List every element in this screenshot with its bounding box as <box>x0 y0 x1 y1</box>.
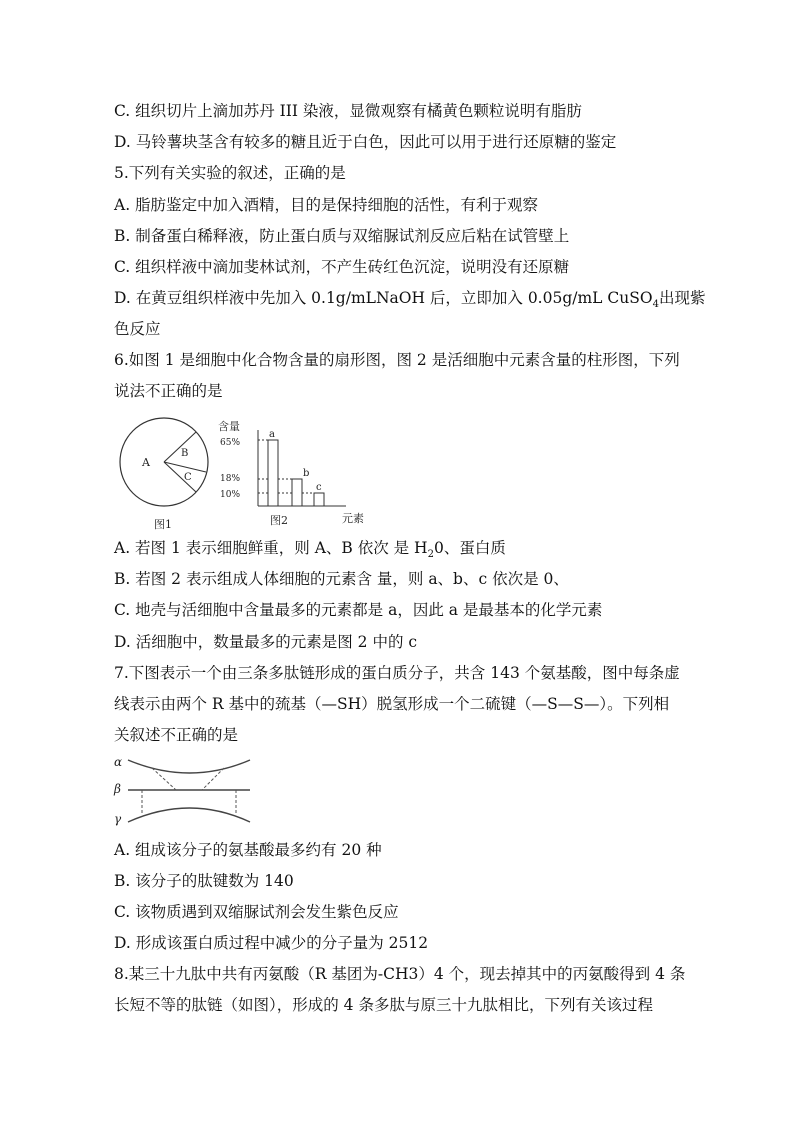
pie-divider-2 <box>164 462 206 472</box>
q5-option-d-line2: 色反应 <box>114 320 161 338</box>
pie-divider-1 <box>164 432 196 462</box>
q5-option-c: C. 组织样液中滴加斐林试剂，不产生砖红色沉淀，说明没有还原糖 <box>114 258 570 276</box>
bar-b <box>292 479 302 506</box>
q5-option-d <box>114 287 705 316</box>
figure2-ylabel: 含量 <box>218 420 240 433</box>
tick-10: 10% <box>220 490 241 500</box>
q6-option-a-tail: 0、蛋白质 <box>433 539 506 557</box>
q7-option-b: B. 该分子的肽键数为 140 <box>114 872 294 890</box>
bar-label-a: a <box>269 429 275 440</box>
tick-18: 18% <box>220 474 241 484</box>
q8-stem-line1: 8.某三十九肽中共有丙氨酸（R 基团为-CH3）4 个，现去掉其中的丙氨酸得到 4 条 <box>114 965 686 983</box>
q5-stem: 5.下列有关实验的叙述，正确的是 <box>114 164 346 182</box>
q5-option-d-subscript: 4 <box>652 299 659 311</box>
figure2-xlabel: 元素 <box>342 512 364 525</box>
chain-label-alpha: α <box>114 755 123 769</box>
q6-figure1-pie <box>114 416 214 532</box>
bar-label-b: b <box>303 468 310 479</box>
bar-c <box>314 493 324 506</box>
q7-stem-line2: 线表示由两个 R 基中的巯基（—SH）脱氢形成一个二硫键（—S—S—）。下列相 <box>114 695 670 713</box>
q6-option-c: C. 地壳与活细胞中含量最多的元素都是 a，因此 a 是最基本的化学元素 <box>114 601 603 619</box>
q5-option-a: A. 脂肪鉴定中加入酒精，目的是保持细胞的活性，有利于观察 <box>114 196 539 214</box>
q8-stem-line2: 长短不等的肽链（如图），形成的 4 条多肽与原三十九肽相比，下列有关该过程 <box>114 996 653 1014</box>
q6-option-a-subscript: 2 <box>427 549 434 561</box>
q6-option-b: B. 若图 2 表示组成人体细胞的元素含 量，则 a、b、c 依次是 0、 <box>114 570 569 588</box>
q5-option-d-text: D. 在黄豆组织样液中先加入 0.1g/mLNaOH 后，立即加入 0.05g/mL CuSO <box>114 289 653 307</box>
q5-option-d-tail: 出现紫 <box>658 289 706 307</box>
q7-option-a: A. 组成该分子的氨基酸最多约有 20 种 <box>114 841 382 859</box>
q7-option-c: C. 该物质遇到双缩脲试剂会发生紫色反应 <box>114 903 399 921</box>
q6-figure2-bar <box>214 416 374 532</box>
pie-label-b: B <box>181 448 189 459</box>
chain-alpha <box>128 760 250 773</box>
q5-option-b: B. 制备蛋白稀释液，防止蛋白质与双缩脲试剂反应后粘在试管壁上 <box>114 227 570 245</box>
q7-option-d: D. 形成该蛋白质过程中减少的分子量为 2512 <box>114 934 429 952</box>
q6-option-d: D. 活细胞中，数量最多的元素是图 2 中的 c <box>114 633 418 651</box>
chain-gamma <box>128 808 250 822</box>
bar-label-c: c <box>316 482 322 493</box>
q7-stem-line3: 关叙述不正确的是 <box>114 726 239 744</box>
chain-label-gamma: γ <box>114 812 122 826</box>
figure2-caption: 图2 <box>270 514 288 527</box>
q6-stem-line2: 说法不正确的是 <box>114 382 223 400</box>
chain-label-beta: β <box>114 782 121 796</box>
q7-polypeptide-figure <box>112 752 252 828</box>
q4-option-d: D. 马铃薯块茎含有较多的糖且近于白色，因此可以用于进行还原糖的鉴定 <box>114 133 617 151</box>
bar-a <box>268 440 278 506</box>
q6-option-a-text: A. 若图 1 表示细胞鲜重，则 A、B 依次 是 H <box>114 539 428 557</box>
figure1-caption: 图1 <box>154 518 172 531</box>
pie-label-a: A <box>142 456 150 469</box>
q7-stem-line1: 7.下图表示一个由三条多肽链形成的蛋白质分子，共含 143 个氨基酸，图中每条虚 <box>114 664 680 682</box>
pie-label-c: C <box>184 472 192 483</box>
q4-option-c: C. 组织切片上滴加苏丹 III 染液，显微观察有橘黄色颗粒说明有脂肪 <box>114 102 582 120</box>
q6-stem-line1: 6.如图 1 是细胞中化合物含量的扇形图，图 2 是活细胞中元素含量的柱形图，下列 <box>114 351 680 369</box>
q6-option-a <box>114 537 506 566</box>
tick-65: 65% <box>220 438 241 448</box>
